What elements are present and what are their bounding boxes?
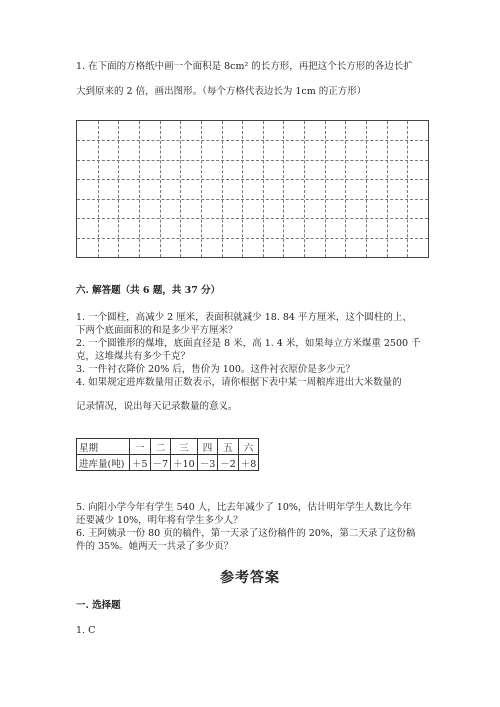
question-4-line-2: 记录情况，说出每天记录数量的意义。 xyxy=(76,401,238,412)
question-1-line-1: 1. 一个圆柱，高减少 2 厘米，表面积就减少 18. 84 平方厘米，这个圆柱的上、 xyxy=(76,312,412,323)
table-cell: 星期 xyxy=(77,439,130,455)
table-cell: 五 xyxy=(218,439,239,455)
table-cell: －7 xyxy=(150,455,171,471)
grid-line-horizontal xyxy=(77,160,428,161)
question-5-line-2: 还要减少 10%，明年将有学生多少人？ xyxy=(76,515,243,526)
table-cell: ＋10 xyxy=(171,455,198,471)
question-4-line-1: 4. 如果规定进库数量用正数表示，请你根据下表中某一周粮库进出大米数量的 xyxy=(76,377,402,388)
table-cell: ＋5 xyxy=(130,455,151,471)
table-row xyxy=(77,455,259,471)
answer-key-title: 参考答案 xyxy=(220,570,280,586)
question-1-line-2: 下两个底面面积的和是多少平方厘米？ xyxy=(76,325,238,336)
grid-line-horizontal xyxy=(77,218,428,219)
table-cell: 六 xyxy=(238,439,259,455)
question-2-line-2: 克，这堆煤共有多少千克？ xyxy=(76,351,191,362)
question-2-line-1: 2. 一个圆锥形的煤堆，底面直径是 8 米，高 1. 4 米，如果每立方米煤重 2500 千 xyxy=(76,338,421,349)
table-header-row xyxy=(77,439,259,455)
table-cell: 一 xyxy=(130,439,151,455)
table-cell: －3 xyxy=(197,455,218,471)
answer-section-1-title: 一. 选择题 xyxy=(76,600,121,611)
q1-line-1: 1. 在下面的方格纸中画一个面积是 8cm² 的长方形，再把这个长方形的各边长扩 xyxy=(76,61,413,72)
q1-line-2: 大到原来的 2 倍，画出图形。（每个方格代表边长为 1cm 的正方形） xyxy=(76,86,367,97)
section-6-title: 六. 解答题（共 6 题，共 37 分） xyxy=(76,285,221,296)
table-cell: ＋8 xyxy=(238,455,259,471)
question-3: 3. 一件衬衣降价 20% 后，售价为 100。这件衬衣原价是多少元？ xyxy=(76,364,355,375)
table-cell: 三 xyxy=(171,439,198,455)
grid-line-horizontal xyxy=(77,238,428,239)
question-5-line-1: 5. 向阳小学今年有学生 540 人，比去年减少了 10%，估计明年学生人数比今年 xyxy=(76,502,412,513)
grid-paper xyxy=(76,120,429,258)
grid-line-horizontal xyxy=(77,140,428,141)
table-cell: 进库量(吨) xyxy=(77,455,130,471)
question-6-line-1: 6. 王阿姨录一份 80 页的稿件，第一天录了这份稿件的 20%，第二天录了这份稿 xyxy=(76,528,416,539)
answer-1: 1. C xyxy=(76,625,96,636)
grid-line-horizontal xyxy=(77,179,428,180)
table-cell: －2 xyxy=(218,455,239,471)
warehouse-record-table xyxy=(76,438,259,471)
grid-line-horizontal xyxy=(77,199,428,200)
table-cell: 四 xyxy=(197,439,218,455)
table-cell: 二 xyxy=(150,439,171,455)
question-6-line-2: 件的 35%。她两天一共录了多少页？ xyxy=(76,541,234,552)
